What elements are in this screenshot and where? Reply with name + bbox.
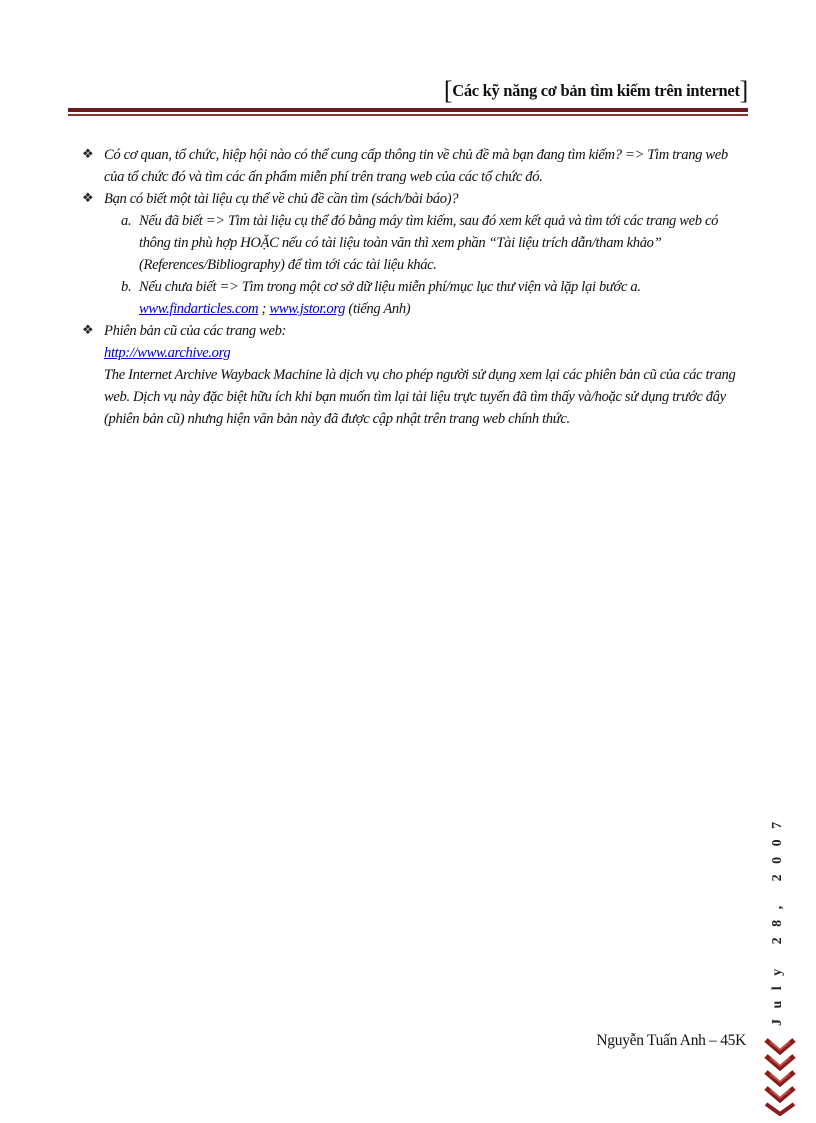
sub-marker-a: a. [121, 213, 132, 229]
sub-marker-b: b. [121, 279, 132, 295]
bullet-item [82, 320, 747, 430]
header-title-text: Các kỹ năng cơ bản tìm kiếm trên internet [452, 81, 740, 100]
findarticles-link[interactable]: www.findarticles.com [139, 301, 259, 317]
bullet-text: Có cơ quan, tổ chức, hiệp hội nào có thể cung cấp thông tin về chủ đề mà bạn đang tìm kiếm? => Tìm trang web của tổ chức đó và tìm các ấn phẩm miễn phí trên trang web của các tổ chức đó. [104, 147, 728, 185]
bullet-item [82, 144, 747, 188]
jstor-link[interactable]: www.jstor.org [269, 301, 346, 317]
header-rule [68, 108, 748, 112]
document-body [82, 144, 747, 430]
sub-item-b [82, 276, 747, 298]
chevron-down-stack-icon [764, 1036, 796, 1116]
header-bracket-open: [ [443, 76, 453, 105]
link-line [82, 298, 747, 320]
archive-link[interactable]: http://www.archive.org [104, 345, 231, 361]
sub-text-a: Nếu đã biết => Tìm tài liệu cụ thể đó bằng máy tìm kiếm, sau đó xem kết quả và tìm tới các trang web có thông tin phù hợp HOẶC nếu có tài liệu toàn văn thì xem phần “Tài liệu trích dẫn/tham khảo” (References/Bibliography) để tìm tới các tài liệu khác. [139, 213, 719, 273]
bullet-item [82, 188, 747, 210]
footer-author: Nguyễn Tuấn Anh – 45K [596, 1032, 746, 1049]
diamond-bullet-icon: ❖ [82, 323, 94, 338]
bullet-text: Phiên bản cũ của các trang web: [104, 323, 287, 339]
link-separator: ; [258, 301, 270, 317]
bullet-text: Bạn có biết một tài liệu cụ thể về chủ đề cần tìm (sách/bài báo)? [104, 191, 459, 207]
archive-description: The Internet Archive Wayback Machine là dịch vụ cho phép người sử dụng xem lại các phiên bản cũ của các trang web. Dịch vụ này đặc biệt hữu ích khi bạn muốn tìm lại tài liệu trực tuyến đã tìm thấy và/hoặc sử dụng trước đây (phiên bản cũ) nhưng hiện văn bản này đã được cập nhật trên trang web chính thức. [104, 367, 736, 427]
header-bracket-close: ] [739, 76, 748, 105]
sub-item-a [82, 210, 747, 276]
footer-date: July 28, 2007 [770, 811, 785, 1026]
header-rule-thin [68, 114, 748, 116]
page-header-title [444, 76, 748, 106]
sub-text-b: Nếu chưa biết => Tìm trong một cơ sở dữ liệu miễn phí/mục lục thư viện và lặp lại bước a. [139, 279, 641, 295]
diamond-bullet-icon: ❖ [82, 147, 94, 162]
diamond-bullet-icon: ❖ [82, 191, 94, 206]
links-note: (tiếng Anh) [345, 301, 411, 317]
